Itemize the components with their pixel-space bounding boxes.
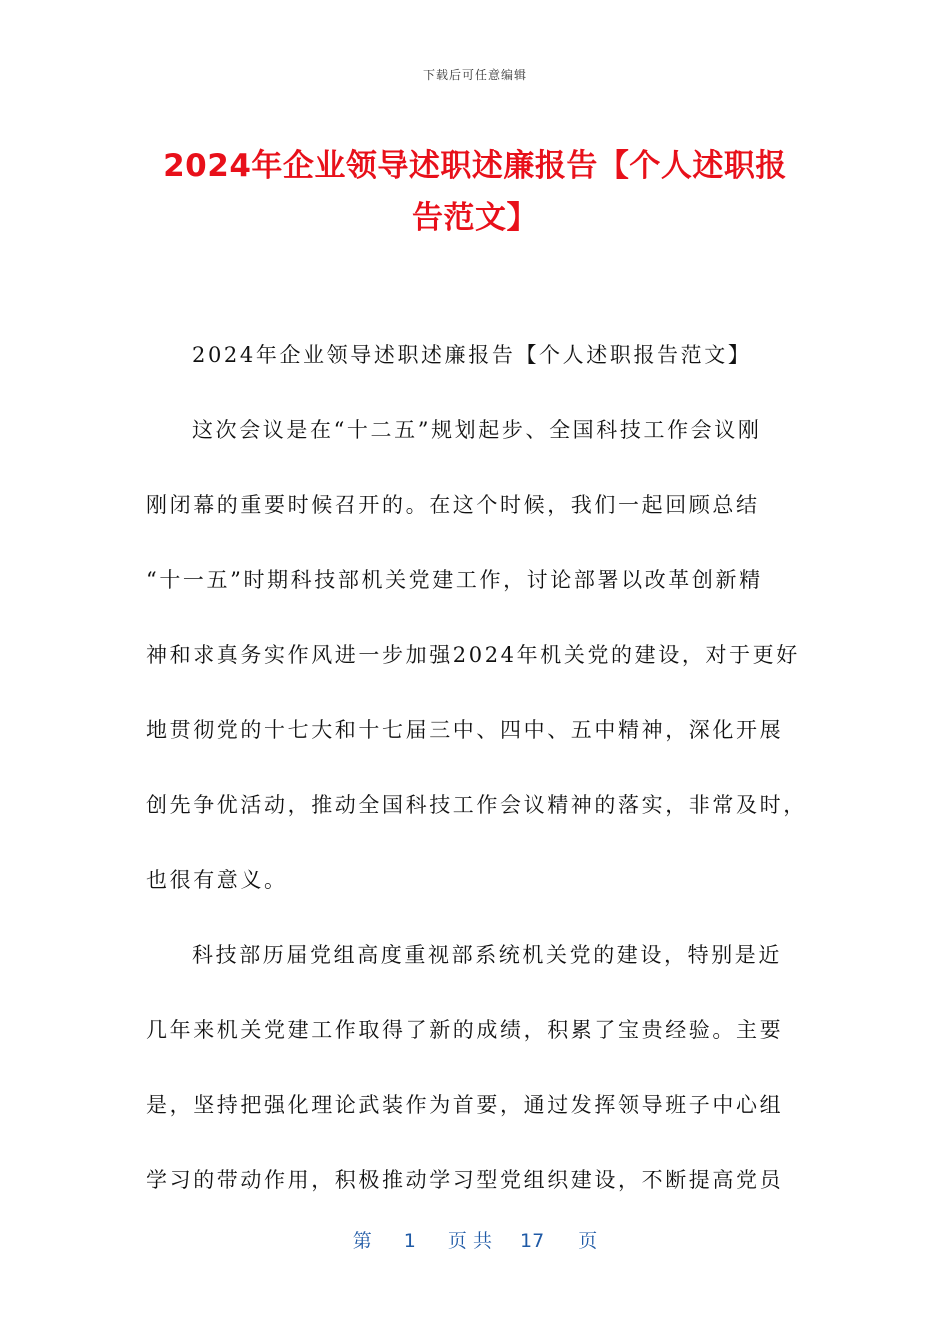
text-line: 几年来机关党建工作取得了新的成绩，积累了宝贵经验。主要 [146, 1018, 784, 1042]
text-line: 地贯彻党的十七大和十七届三中、四中、五中精神，深化开展 [146, 718, 784, 742]
text-line: 是，坚持把强化理论武装作为首要，通过发挥领导班子中心组 [146, 1093, 784, 1117]
document-title [145, 140, 805, 244]
text-line: 刚闭幕的重要时候召开的。在这个时候，我们一起回顾总结 [146, 493, 760, 517]
text-line: 也很有意义。 [146, 868, 288, 892]
paragraph-subtitle [146, 318, 806, 393]
text-line: 神和求真务实作风进一步加强2024年机关党的建设，对于更好 [146, 643, 800, 667]
text-line: 科技部历届党组高度重视部系统机关党的建设，特别是近 [192, 943, 782, 967]
paragraph-history [146, 918, 806, 1218]
footer-prefix: 第 [352, 1230, 372, 1252]
text-line: 学习的带动作用，积极推动学习型党组织建设，不断提高党员 [146, 1168, 784, 1192]
text-line: 这次会议是在“十二五”规划起步、全国科技工作会议刚 [192, 418, 762, 442]
title-line-2: 告范文】 [412, 200, 538, 236]
current-page-number: 1 [403, 1230, 416, 1252]
footer-suffix: 页 [578, 1230, 598, 1252]
page-footer [0, 1226, 950, 1253]
text-line: “十一五”时期科技部机关党建工作，讨论部署以改革创新精 [146, 568, 763, 592]
paragraph-intro [146, 393, 806, 918]
header-note: 下载后可任意编辑 [422, 68, 527, 82]
total-pages: 17 [520, 1230, 545, 1252]
footer-middle: 页 共 [447, 1230, 492, 1252]
title-line-1: 2024年企业领导述职述廉报告【个人述职报 [163, 148, 787, 184]
text-line: 2024年企业领导述职述廉报告【个人述职报告范文】 [192, 343, 752, 367]
document-body [146, 318, 806, 1218]
text-line: 创先争优活动，推动全国科技工作会议精神的落实，非常及时， [146, 793, 807, 817]
